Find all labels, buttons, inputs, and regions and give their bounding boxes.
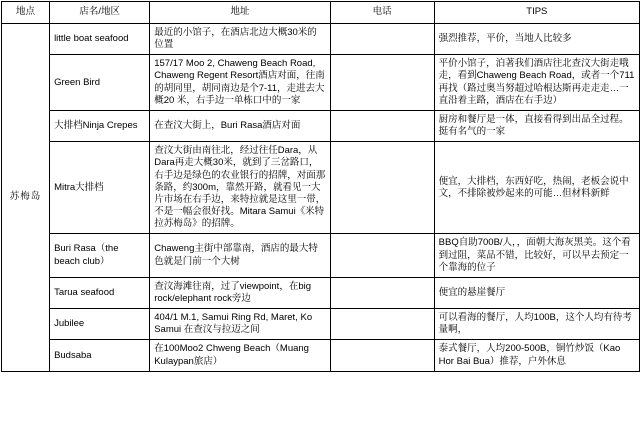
cell-name: Buri Rasa（the beach club） [50, 234, 150, 277]
header-tips: TIPS [434, 2, 639, 24]
cell-name: Budsaba [50, 340, 150, 371]
header-address: 地址 [150, 2, 330, 24]
cell-address: Chaweng主街中部靠南，酒店的最大特色就是门前一个大树 [150, 234, 330, 277]
table-row [2, 24, 640, 55]
cell-address: 在查汶大街上，Buri Rasa酒店对面 [150, 110, 330, 141]
cell-tips: 强烈推荐，平价，当地人比较多 [434, 24, 639, 55]
cell-phone [330, 55, 434, 111]
cell-tips: 便宜的悬崖餐厅 [434, 277, 639, 308]
table-body [2, 24, 640, 372]
header-row [2, 2, 640, 24]
cell-phone [330, 24, 434, 55]
cell-phone [330, 142, 434, 234]
cell-address: 查汶海滩往南，过了viewpoint，在big rock/elephant rock旁边 [150, 277, 330, 308]
table-row [2, 110, 640, 141]
cell-tips: 便宜，大排档，东西好吃，热闹，老板会说中文，不排除被炒起来的可能…但材料新鲜 [434, 142, 639, 234]
restaurant-table [1, 1, 640, 372]
cell-tips: 厨房和餐厅是一体，直接看得到出品全过程。挺有名气的一家 [434, 110, 639, 141]
cell-address: 404/1 M.1, Samui Ring Rd, Maret, Ko Samui 在查汶与拉迈之间 [150, 309, 330, 340]
cell-tips: 泰式餐厅，人均200-500B，铜竹炒饭（Kao Hor Bai Bua）推荐，户外休息 [434, 340, 639, 371]
cell-name: Mitra大排档 [50, 142, 150, 234]
cell-address: 157/17 Moo 2, Chaweng Beach Road, Chaweng Regent Resort酒店对面，往南的胡同里，胡同南边是个7-11，走进去大概20 米，右手边一单栋口中的一家 [150, 55, 330, 111]
cell-name: Tarua seafood [50, 277, 150, 308]
table-row [2, 309, 640, 340]
header-name: 店名/地区 [50, 2, 150, 24]
cell-name: Green Bird [50, 55, 150, 111]
cell-address: 最近的小馆子，在酒店北边大概30米的位置 [150, 24, 330, 55]
cell-address: 在100Moo2 Chweng Beach（Muang Kulaypan旅店） [150, 340, 330, 371]
cell-address: 查汶大街由南往北，经过往任Dara，从Dara再走大概30米，就到了三岔路口，右手边是绿色的农业银行的招牌，对面那条路，约300m，靠然开路，就看见一大片市场在右手边，来特拉就是这里一带，不是一幅会很好找。Mitara Samui《米特拉苏梅岛》的招牌。 [150, 142, 330, 234]
cell-phone [330, 309, 434, 340]
cell-phone [330, 277, 434, 308]
header-phone: 电话 [330, 2, 434, 24]
region-cell-sumei: 苏梅岛 [2, 24, 50, 372]
header-region: 地点 [2, 2, 50, 24]
table-row [2, 277, 640, 308]
cell-tips: BBQ自助700B/人，，面朝大海灰黑美。这个看到过阻，菜品不错，比较好，可以早去预定一个靠海的位子 [434, 234, 639, 277]
cell-phone [330, 340, 434, 371]
cell-name: Jubilee [50, 309, 150, 340]
cell-tips: 可以看海的餐厅，人均100B，这个人均有待考量啊， [434, 309, 639, 340]
table-header [2, 2, 640, 24]
table-row [2, 142, 640, 234]
table-row [2, 340, 640, 371]
cell-name: 大排档Ninja Crepes [50, 110, 150, 141]
cell-phone [330, 110, 434, 141]
table-row [2, 234, 640, 277]
spreadsheet-document [0, 1, 640, 443]
cell-phone [330, 234, 434, 277]
table-row [2, 55, 640, 111]
cell-name: little boat seafood [50, 24, 150, 55]
cell-tips: 平价小馆子，泊著我们酒店往北查汶大街走哦走，看到Chaweng Beach Road，或者一个711再找（路过奥当努超过哈根达斯再走走走…一直沿着主路，酒店在右手边） [434, 55, 639, 111]
